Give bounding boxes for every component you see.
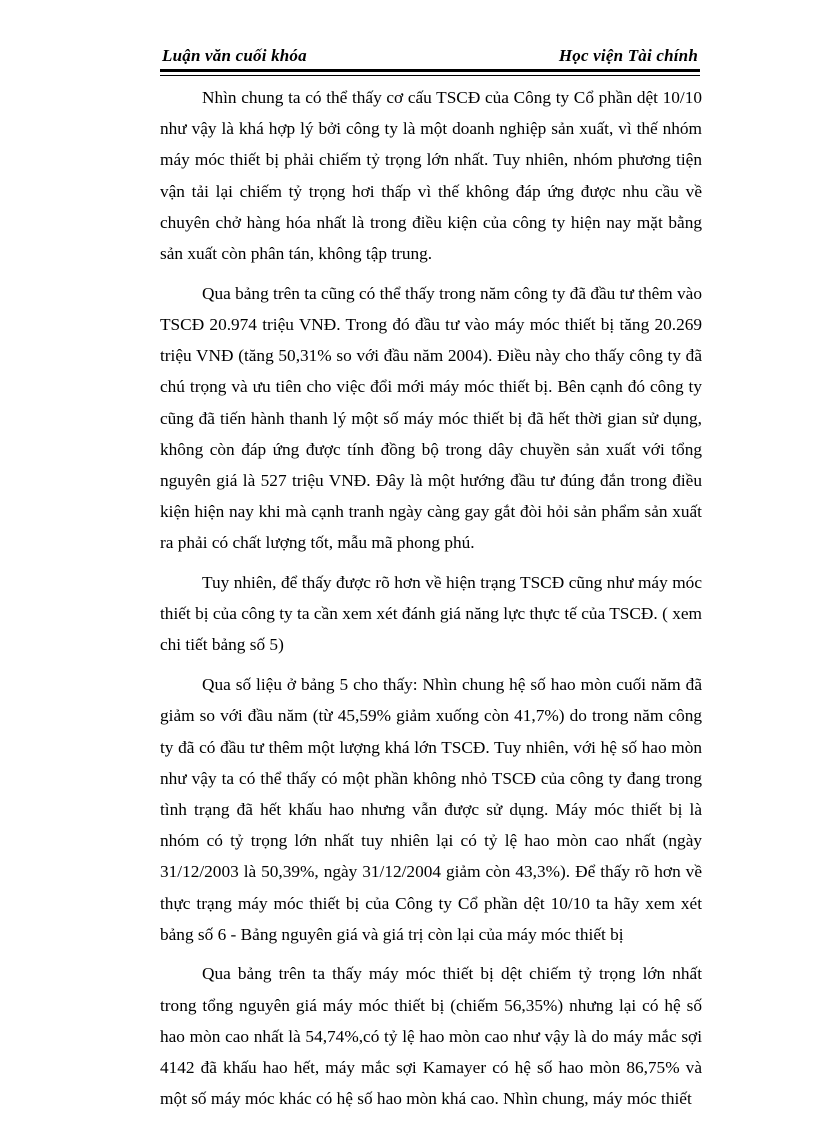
paragraph-investment: Qua bảng trên ta cũng có thể thấy trong năm công ty đã đầu tư thêm vào TSCĐ 20.974 triệu VNĐ. Trong đó đầu tư vào máy móc thiết bị tăng 20.269 triệu VNĐ (tăng 50,31% so với đầu năm 2004). Điều này cho thấy công ty đã chú trọng và ưu tiên cho việc đổi mới máy móc thiết bị. Bên cạnh đó công ty cũng đã tiến hành thanh lý một số máy móc thiết bị đã hết thời gian sử dụng, không còn đáp ứng được tính đồng bộ trong dây chuyền sản xuất với tổng nguyên giá là 527 triệu VNĐ. Đây là một hướng đầu tư đúng đắn trong điều kiện hiện nay khi mà cạnh tranh ngày càng gay gắt đòi hỏi sản phẩm sản xuất ra phải có chất lượng tốt, mẫu mã phong phú. [160,283,702,553]
page-body [160,82,702,1123]
paragraph-capacity-review: Tuy nhiên, để thấy được rõ hơn về hiện trạng TSCĐ cũng như máy móc thiết bị của công ty ta cần xem xét đánh giá năng lực thực tế của TSCĐ. ( xem chi tiết bảng số 5) [160,573,702,655]
header-rule-thin [160,75,700,76]
header-rule-thick [160,69,700,72]
page-header [160,44,700,70]
paragraph-weaving-machinery: Qua bảng trên ta thấy máy móc thiết bị dệt chiếm tỷ trọng lớn nhất trong tổng nguyên giá máy móc thiết bị (chiếm 56,35%) nhưng lại có hệ số hao mòn cao nhất là 54,74%,có tỷ lệ hao mòn cao như vậy là do máy mắc sợi 4142 đã khấu hao hết, máy mắc sợi Kamayer có hệ số hao mòn 86,75% và một số máy móc khác có hệ số hao mòn khá cao. Nhìn chung, máy móc thiết [160,964,702,1109]
paragraph-fixed-asset-structure: Nhìn chung ta có thể thấy cơ cấu TSCĐ của Công ty Cổ phần dệt 10/10 như vậy là khá hợp lý bởi công ty là một doanh nghiệp sản xuất, vì thế nhóm máy móc thiết bị phải chiếm tỷ trọng lớn nhất. Tuy nhiên, nhóm phương tiện vận tải lại chiếm tỷ trọng hơi thấp vì thế không đáp ứng được nhu cầu về chuyên chở hàng hóa nhất là trong điều kiện của công ty hiện nay mặt bằng sản xuất còn phân tán, không tập trung. [160,88,702,264]
header-thesis-title: Luận văn cuối khóa [162,46,307,65]
paragraph-depreciation-table5: Qua số liệu ở bảng 5 cho thấy: Nhìn chung hệ số hao mòn cuối năm đã giảm so với đầu năm (từ 45,59% giảm xuống còn 41,7%) do trong năm công ty đã có đầu tư thêm một lượng khá lớn TSCĐ. Tuy nhiên, với hệ số hao mòn như vậy ta có thể thấy có một phần không nhỏ TSCĐ của công ty đang trong tình trạng đã hết khấu hao nhưng vẫn được sử dụng. Máy móc thiết bị là nhóm có tỷ trọng lớn nhất tuy nhiên lại có tỷ lệ hao mòn cao nhất (ngày 31/12/2003 là 50,39%, ngày 31/12/2004 giảm còn 43,3%). Để thấy rõ hơn về thực trạng máy móc thiết bị của Công ty Cổ phần dệt 10/10 ta hãy xem xét bảng số 6 - Bảng nguyên giá và giá trị còn lại của máy móc thiết bị [160,675,702,944]
header-institution: Học viện Tài chính [558,46,698,65]
